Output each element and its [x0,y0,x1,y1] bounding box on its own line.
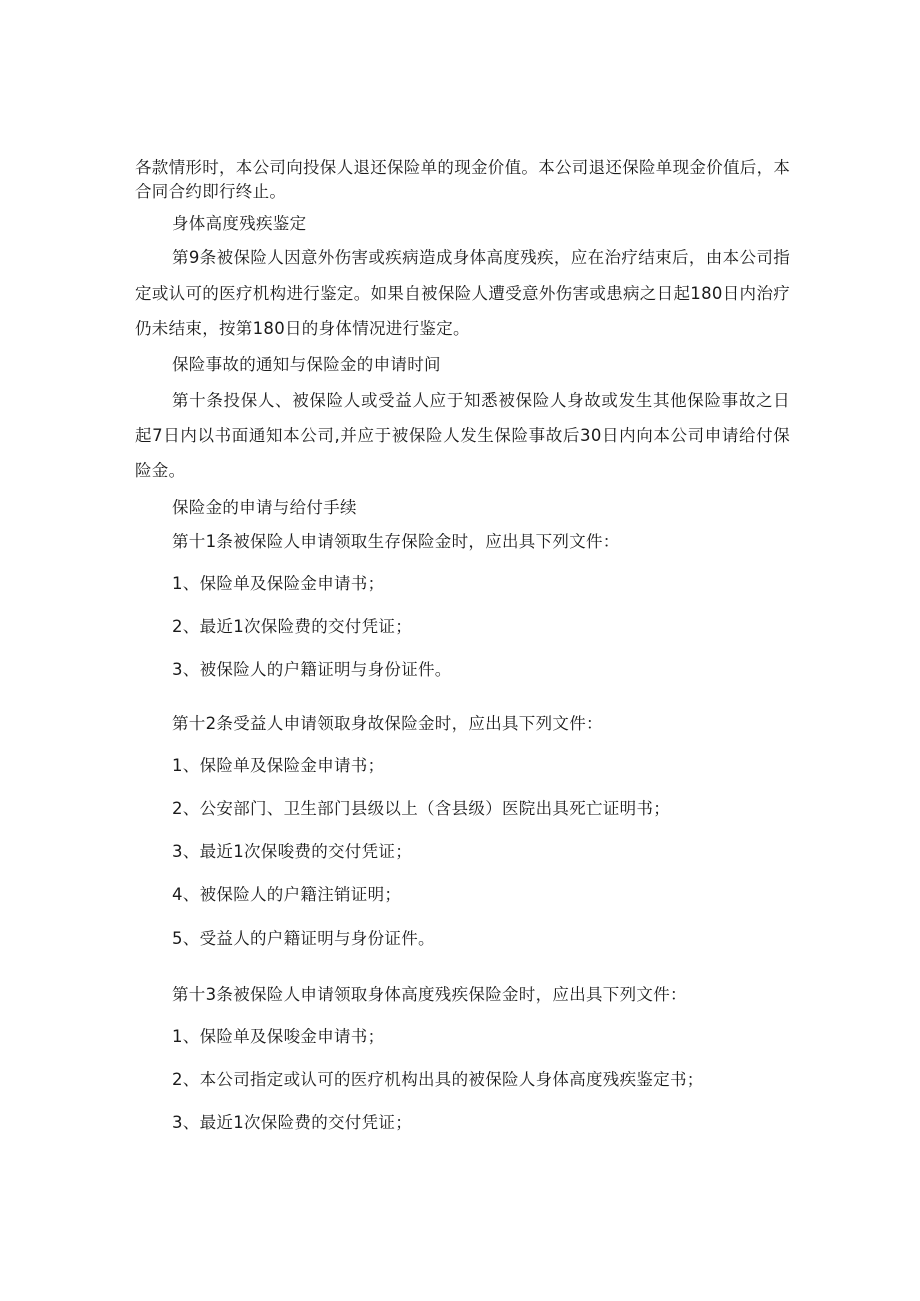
article-9-line-1: 第9条被保险人因意外伤害或疾病造成身体高度残疾，应在治疗结束后，由本公司指 [172,248,790,267]
article-10-line-2: 起7日内以书面通知本公司,并应于被保险人发生保险事故后30日内向本公司申请给付保 [135,426,790,445]
article-13-item-3: 3、最近1次保险费的交付凭证； [172,1113,412,1132]
article-11-item-2: 2、最近1次保险费的交付凭证； [172,617,412,636]
article-11-item-1: 1、保险单及保险金申请书； [172,574,385,593]
article-13-item-2: 2、本公司指定或认可的医疗机构出具的被保险人身体高度残疾鉴定书； [172,1070,704,1089]
article-12-item-2: 2、公安部门、卫生部门县级以上（含县级）医院出具死亡证明书； [172,799,670,818]
article-11-item-3: 3、被保险人的户籍证明与身份证件。 [172,660,452,679]
article-9-line-2: 定或认可的医疗机构进行鉴定。如果自被保险人遭受意外伤害或患病之日起180日内治疗 [135,284,790,303]
article-11-intro: 第十1条被保险人申请领取生存保险金时，应出具下列文件： [172,532,620,551]
article-10-line-1: 第十条投保人、被保险人或受益人应于知悉被保险人身故或发生其他保险事故之日 [172,391,790,410]
heading-accident-notice: 保险事故的通知与保险金的申请时间 [172,355,441,374]
heading-disability-appraisal: 身体高度残疾鉴定 [172,214,307,233]
article-12-item-4: 4、被保险人的户籍注销证明； [172,885,402,904]
intro-line-2: 合同合约即行终止。 [135,182,287,201]
article-12-item-5: 5、受益人的户籍证明与身份证件。 [172,929,435,948]
heading-claim-procedure: 保险金的申请与给付手续 [172,498,357,517]
article-12-item-3: 3、最近1次保唆费的交付凭证； [172,842,412,861]
article-13-item-1: 1、保险单及保唆金申请书； [172,1027,385,1046]
article-12-item-1: 1、保险单及保险金申请书； [172,756,385,775]
intro-line-1: 各款情形时，本公司向投保人退还保险单的现金价值。本公司退还保险单现金价值后，本 [135,158,791,177]
article-10-line-3: 险金。 [135,461,186,480]
article-13-intro: 第十3条被保险人申请领取身体高度残疾保险金时，应出具下列文件： [172,985,687,1004]
article-12-intro: 第十2条受益人申请领取身故保险金时，应出具下列文件： [172,714,603,733]
article-9-line-3: 仍未结束，按第180日的身体情况进行鉴定。 [135,319,470,338]
